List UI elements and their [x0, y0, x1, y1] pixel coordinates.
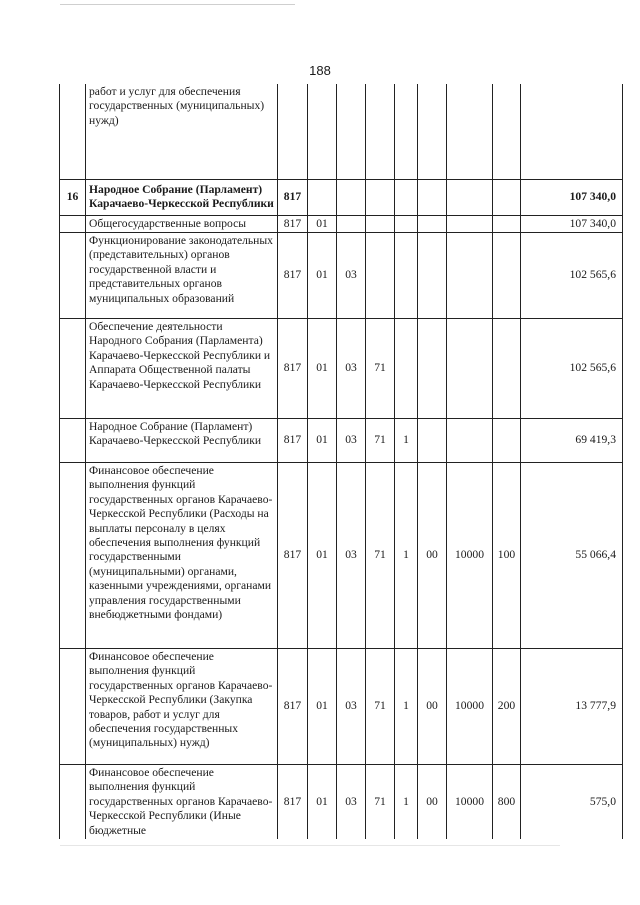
ministry-code: 817: [278, 462, 308, 648]
direction-code: 10000: [447, 462, 493, 648]
amount: 13 777,9: [521, 648, 623, 764]
section-code: 01: [308, 648, 337, 764]
amount: 107 340,0: [521, 215, 623, 232]
subsection-code: 03: [337, 648, 366, 764]
code-part: [418, 215, 447, 232]
ministry-code: 817: [278, 764, 308, 839]
row-name: Народное Собрание (Парламент) Карачаево-Черкесской Республики: [86, 418, 278, 462]
row-name: Общегосударственные вопросы: [86, 215, 278, 232]
row-name: Финансовое обеспечение выполнения функций государственных органов Карачаево-Черкесской Республики (Закупка товаров, работ и услуг для обеспечения государственных (муниципальных) нужд): [86, 648, 278, 764]
row-name: Финансовое обеспечение выполнения функций государственных органов Карачаево-Черкесской Республики (Иные бюджетные: [86, 764, 278, 839]
ministry-code: 817: [278, 215, 308, 232]
amount: 69 419,3: [521, 418, 623, 462]
row-number: [60, 84, 86, 179]
subsection-code: [337, 84, 366, 179]
direction-code: 10000: [447, 648, 493, 764]
expense-type: 200: [493, 648, 521, 764]
subsection-code: 03: [337, 462, 366, 648]
subsection-code: 03: [337, 418, 366, 462]
direction-code: [447, 215, 493, 232]
subsection-code: [337, 215, 366, 232]
subsection-code: [337, 179, 366, 215]
amount: 107 340,0: [521, 179, 623, 215]
subprogram-code: 1: [395, 462, 418, 648]
ministry-code: [278, 84, 308, 179]
subprogram-code: 1: [395, 764, 418, 839]
amount: 102 565,6: [521, 232, 623, 318]
ministry-code: 817: [278, 648, 308, 764]
subsection-code: 03: [337, 318, 366, 418]
row-name: Народное Собрание (Парламент) Карачаево-Черкесской Республики: [86, 179, 278, 215]
row-number: [60, 764, 86, 839]
row-number: 16: [60, 179, 86, 215]
expense-type: [493, 318, 521, 418]
code-part: [418, 84, 447, 179]
direction-code: [447, 232, 493, 318]
table-row: [60, 179, 623, 215]
program-code: 71: [366, 462, 395, 648]
program-code: [366, 84, 395, 179]
scan-bottom-mark: [60, 845, 560, 846]
ministry-code: 817: [278, 418, 308, 462]
budget-table: [59, 84, 623, 839]
amount: 575,0: [521, 764, 623, 839]
subprogram-code: 1: [395, 418, 418, 462]
direction-code: [447, 179, 493, 215]
subprogram-code: [395, 318, 418, 418]
row-number: [60, 318, 86, 418]
expense-type: 800: [493, 764, 521, 839]
row-number: [60, 648, 86, 764]
ministry-code: 817: [278, 318, 308, 418]
table-row: [60, 462, 623, 648]
direction-code: [447, 84, 493, 179]
program-code: 71: [366, 648, 395, 764]
program-code: [366, 232, 395, 318]
section-code: 01: [308, 318, 337, 418]
row-number: [60, 232, 86, 318]
section-code: [308, 179, 337, 215]
expense-type: [493, 215, 521, 232]
subprogram-code: [395, 84, 418, 179]
ministry-code: 817: [278, 179, 308, 215]
section-code: 01: [308, 215, 337, 232]
amount: 102 565,6: [521, 318, 623, 418]
table-row: [60, 232, 623, 318]
table-row: [60, 84, 623, 179]
table-row: [60, 418, 623, 462]
expense-type: 100: [493, 462, 521, 648]
page-number: 188: [309, 63, 331, 78]
program-code: [366, 215, 395, 232]
section-code: 01: [308, 232, 337, 318]
row-number: [60, 215, 86, 232]
table-row: [60, 648, 623, 764]
table-row: [60, 215, 623, 232]
expense-type: [493, 84, 521, 179]
program-code: [366, 179, 395, 215]
program-code: 71: [366, 764, 395, 839]
expense-type: [493, 418, 521, 462]
code-part: 00: [418, 764, 447, 839]
code-part: 00: [418, 462, 447, 648]
code-part: [418, 179, 447, 215]
row-name: Финансовое обеспечение выполнения функций государственных органов Карачаево-Черкесской Республики (Расходы на выплаты персоналу в целях обеспечения выполнения функций государственными (муниципальными) органами, казенными учреждениями, органами управления государственными внебюджетными фондами): [86, 462, 278, 648]
section-code: [308, 84, 337, 179]
direction-code: 10000: [447, 764, 493, 839]
code-part: [418, 418, 447, 462]
table-row: [60, 764, 623, 839]
direction-code: [447, 318, 493, 418]
subprogram-code: 1: [395, 648, 418, 764]
row-number: [60, 462, 86, 648]
program-code: 71: [366, 318, 395, 418]
row-name: работ и услуг для обеспечения государственных (муниципальных) нужд): [86, 84, 278, 179]
expense-type: [493, 232, 521, 318]
direction-code: [447, 418, 493, 462]
section-code: 01: [308, 418, 337, 462]
section-code: 01: [308, 764, 337, 839]
subprogram-code: [395, 179, 418, 215]
row-name: Функционирование законодательных (представительных) органов государственной власти и представительных органов муниципальных образований: [86, 232, 278, 318]
subsection-code: 03: [337, 232, 366, 318]
amount: [521, 84, 623, 179]
expense-type: [493, 179, 521, 215]
subprogram-code: [395, 232, 418, 318]
subsection-code: 03: [337, 764, 366, 839]
section-code: 01: [308, 462, 337, 648]
subprogram-code: [395, 215, 418, 232]
code-part: [418, 318, 447, 418]
scan-edge-mark: [60, 4, 295, 5]
program-code: 71: [366, 418, 395, 462]
table-row: [60, 318, 623, 418]
ministry-code: 817: [278, 232, 308, 318]
row-number: [60, 418, 86, 462]
code-part: [418, 232, 447, 318]
amount: 55 066,4: [521, 462, 623, 648]
code-part: 00: [418, 648, 447, 764]
row-name: Обеспечение деятельности Народного Собрания (Парламента) Карачаево-Черкесской Республики и Аппарата Общественной палаты Карачаево-Черкесской Республики: [86, 318, 278, 418]
